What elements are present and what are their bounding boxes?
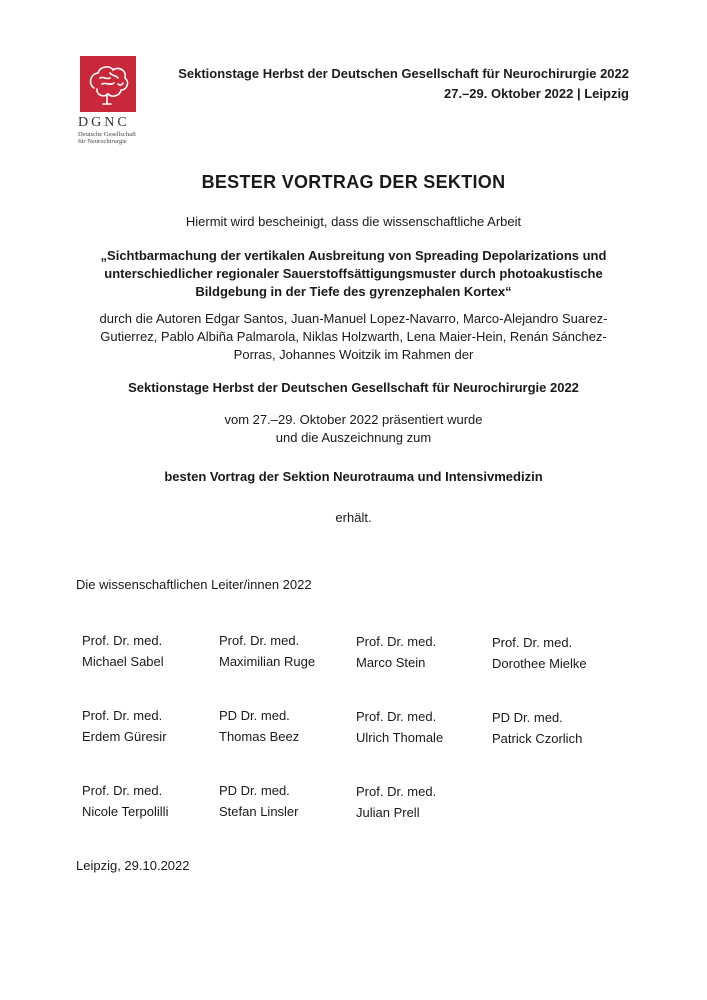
authors-line: Gutierrez, Pablo Albiña Palmarola, Niklas Holzwarth, Lena Maier-Hein, Renán Sánchez- [100, 329, 607, 344]
authors-line: durch die Autoren Edgar Santos, Juan-Manuel Lopez-Navarro, Marco-Alejandro Suarez- [99, 311, 608, 326]
signatory-name: Michael Sabel [82, 654, 164, 669]
signatory [356, 706, 443, 748]
intro-text: Hiermit wird bescheinigt, dass die wissenschaftliche Arbeit [185, 214, 522, 229]
place-date: Leipzig, 29.10.2022 [76, 858, 190, 873]
signatory-name: Maximilian Ruge [219, 654, 316, 669]
signatory [219, 780, 299, 822]
signatory-title: PD Dr. med. [219, 708, 290, 723]
signatory-title: Prof. Dr. med. [82, 783, 163, 798]
event-header [178, 64, 629, 104]
logo-subtitle-line2: für Neurochirurgie [78, 138, 127, 145]
signatory-name: Stefan Linsler [219, 804, 299, 819]
header-event-name: Sektionstage Herbst der Deutschen Gesellschaft für Neurochirurgie 2022 [178, 66, 629, 81]
presented-text [60, 411, 647, 447]
signatory-name: Erdem Güresir [82, 729, 167, 744]
work-title [70, 247, 637, 301]
logo-abbreviation: DGNC [78, 115, 130, 130]
presented-line: und die Auszeichnung zum [275, 430, 432, 445]
work-title-line: unterschiedlicher regionaler Sauerstoffsättigungsmuster durch photoakustische [104, 266, 603, 281]
signatory-name: Marco Stein [356, 655, 426, 670]
signatory-title: Prof. Dr. med. [492, 635, 573, 650]
work-title-line: Bildgebung in der Tiefe des gyrenzephalen Kortex“ [195, 284, 512, 299]
leaders-heading: Die wissenschaftlichen Leiter/innen 2022 [76, 577, 312, 592]
presented-line: vom 27.–29. Oktober 2022 präsentiert wurde [224, 412, 483, 427]
signatory-name: Thomas Beez [219, 729, 300, 744]
dgnc-logo [78, 56, 150, 145]
signatory-title: Prof. Dr. med. [82, 633, 163, 648]
signatory [492, 707, 582, 749]
award-name: besten Vortrag der Sektion Neurotrauma und Intensivmedizin [164, 469, 543, 484]
signatory [356, 781, 436, 823]
signatory-name: Dorothee Mielke [492, 656, 587, 671]
header-date-location: 27.–29. Oktober 2022 | Leipzig [444, 86, 629, 101]
signatory [219, 630, 315, 672]
event-name: Sektionstage Herbst der Deutschen Gesellschaft für Neurochirurgie 2022 [128, 380, 579, 395]
signatory-name: Julian Prell [356, 805, 420, 820]
signatory [82, 705, 167, 747]
signatory-title: Prof. Dr. med. [219, 633, 300, 648]
certificate-title: BESTER VORTRAG DER SEKTION [201, 172, 506, 192]
authors-text [70, 310, 637, 364]
signatory [356, 631, 436, 673]
signatory-title: PD Dr. med. [492, 710, 563, 725]
received-text: erhält. [335, 510, 372, 525]
signatory-name: Nicole Terpolilli [82, 804, 169, 819]
brain-emblem-icon [80, 56, 136, 112]
signatory-title: Prof. Dr. med. [356, 784, 437, 799]
authors-line: Porras, Johannes Woitzik im Rahmen der [233, 347, 474, 362]
signatory [492, 632, 587, 674]
signatory-title: Prof. Dr. med. [82, 708, 163, 723]
signatory-title: Prof. Dr. med. [356, 634, 437, 649]
signatory-name: Ulrich Thomale [356, 730, 444, 745]
signatory-title: Prof. Dr. med. [356, 709, 437, 724]
signatory-title: PD Dr. med. [219, 783, 290, 798]
signatory-name: Patrick Czorlich [492, 731, 583, 746]
signatory [82, 780, 168, 822]
signatory [82, 630, 164, 672]
signatory [219, 705, 299, 747]
work-title-line: „Sichtbarmachung der vertikalen Ausbreitung von Spreading Depolarizations und [100, 248, 607, 263]
logo-subtitle-line1: Deutsche Gesellschaft [78, 131, 136, 138]
